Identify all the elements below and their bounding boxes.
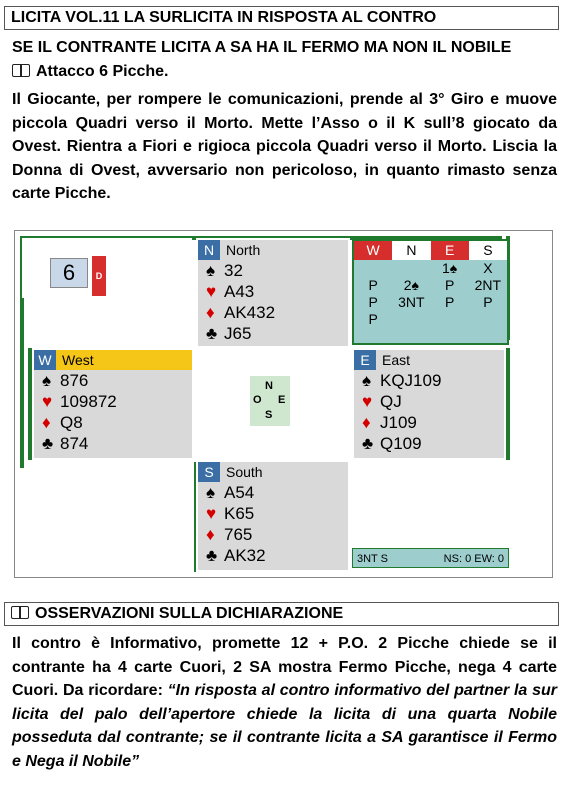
compass-e: E — [278, 394, 286, 406]
player-name: East — [382, 352, 411, 368]
bid-row — [354, 260, 507, 277]
bid-cell — [392, 260, 430, 277]
direction-badge: S — [198, 462, 220, 482]
diamond-icon: ♦ — [362, 413, 371, 432]
compass — [250, 376, 290, 426]
spade-icon: ♠ — [206, 483, 216, 502]
heart-icon: ♥ — [362, 392, 373, 411]
clubs-row — [198, 545, 348, 566]
diamonds-row — [198, 302, 348, 323]
contract-label: 3NT S — [357, 553, 388, 565]
frame-bar — [506, 348, 510, 460]
diamond-icon: ♦ — [42, 413, 51, 432]
bid-cell — [354, 260, 392, 277]
diamonds-cards: AK432 — [224, 303, 276, 322]
bid-cell — [469, 311, 507, 328]
diamond-icon: ♦ — [206, 303, 215, 322]
diamonds-cards: J109 — [380, 413, 417, 432]
notes-text: Il contro è Informativo, promette 12 + P.O. 2 Picche chiede se il contrante ha 4 carte Cuori, 2 SA mostra Fermo Picche, nega 4 carte Cuori. Da ricordare: — [12, 635, 557, 699]
board-number: 6 — [50, 258, 88, 288]
bid-cell: P — [483, 294, 493, 310]
player-name: West — [62, 352, 94, 368]
page-title: LICITA VOL.11 LA SURLICITA IN RISPOSTA AL CONTRO — [4, 6, 559, 30]
bid-header-n: N — [392, 241, 430, 260]
spades-row — [354, 370, 504, 391]
clubs-row — [198, 323, 348, 344]
bid-cell: 2NT — [474, 277, 502, 293]
bid-cell: X — [483, 260, 493, 276]
hand-title — [198, 462, 348, 482]
bid-cell: 1♠ — [442, 260, 458, 276]
notes-title-box — [4, 602, 559, 626]
spades-row — [198, 260, 348, 281]
bid-header-s: S — [469, 241, 507, 260]
spade-icon: ♠ — [362, 371, 372, 390]
bid-header-e: E — [431, 241, 469, 260]
bid-cell: 2♠ — [403, 277, 419, 293]
hand-south — [196, 460, 350, 572]
deal-info — [22, 238, 192, 298]
hand-title — [354, 350, 504, 370]
spades-cards: KQJ109 — [380, 371, 442, 390]
lead-line — [12, 61, 169, 83]
notes-title: OSSERVAZIONI SULLA DICHIARAZIONE — [35, 605, 344, 622]
bid-row — [354, 311, 507, 328]
diamonds-row — [354, 412, 504, 433]
hand-east — [352, 348, 506, 460]
hearts-row — [198, 281, 348, 302]
diamonds-row — [198, 524, 348, 545]
notes-paragraph — [12, 632, 557, 773]
direction-badge: E — [354, 350, 376, 370]
bid-header-w: W — [354, 241, 392, 260]
clubs-cards: 874 — [60, 434, 89, 453]
bid-cell: 3NT — [398, 294, 425, 310]
diamond-icon: ♦ — [206, 525, 215, 544]
book-icon — [12, 64, 30, 77]
notes-quote: “In risposta al contro informativo del partner la sur licita del palo dell’apertore chiede la licita di una quarta Nobile posseduta dal contrante; se il contrante licita a SA garantisce il Fermo e Nega il Nobile” — [12, 682, 557, 770]
hand-north — [196, 238, 350, 348]
hearts-row — [354, 391, 504, 412]
bidding-header — [354, 241, 507, 260]
club-icon: ♣ — [362, 434, 374, 453]
hearts-cards: QJ — [380, 392, 402, 411]
spade-icon: ♠ — [42, 371, 52, 390]
hearts-cards: K65 — [224, 504, 255, 523]
spades-row — [34, 370, 192, 391]
club-icon: ♣ — [206, 324, 218, 343]
diamonds-cards: 765 — [224, 525, 253, 544]
player-name: North — [226, 242, 261, 258]
spades-row — [198, 482, 348, 503]
direction-badge: W — [34, 350, 56, 370]
hearts-row — [34, 391, 192, 412]
clubs-cards: J65 — [224, 324, 252, 343]
spades-cards: 876 — [60, 371, 89, 390]
bidding-table — [352, 239, 509, 345]
heart-icon: ♥ — [206, 504, 217, 523]
bid-row — [354, 277, 507, 294]
compass-o: O — [253, 394, 262, 406]
diamonds-cards: Q8 — [60, 413, 83, 432]
subtitle: SE IL CONTRANTE LICITA A SA HA IL FERMO MA NON IL NOBILE — [12, 39, 512, 56]
heart-icon: ♥ — [42, 392, 53, 411]
clubs-row — [34, 433, 192, 454]
club-icon: ♣ — [42, 434, 54, 453]
bid-cell: P — [368, 311, 378, 327]
hand-title — [198, 240, 348, 260]
hand-title — [34, 350, 192, 370]
bid-row — [354, 294, 507, 311]
clubs-cards: Q109 — [380, 434, 422, 453]
lead-text: Attacco 6 Picche. — [36, 63, 169, 80]
hearts-cards: A43 — [224, 282, 255, 301]
description-paragraph: Il Giocante, per rompere le comunicazioni, prende al 3° Giro e muove piccola Quadri verso il Morto. Mette l’Asso o il K sull’8 giocato da Ovest. Rientra a Fiori e rigioca piccola Quadri verso il Morto. Liscia la Donna di Ovest, avversario non pericoloso, in quanto rimasto senza carte Picche. — [12, 91, 557, 202]
book-icon — [11, 606, 29, 619]
diamonds-row — [34, 412, 192, 433]
score-bar — [352, 548, 509, 568]
player-name: South — [226, 464, 263, 480]
club-icon: ♣ — [206, 546, 218, 565]
bid-cell — [431, 311, 469, 328]
compass-s: S — [265, 409, 273, 421]
bid-cell: P — [444, 294, 455, 310]
hand-west — [32, 348, 194, 460]
spades-cards: 32 — [224, 261, 243, 280]
bid-cell: P — [368, 277, 378, 293]
hearts-row — [198, 503, 348, 524]
score-value: NS: 0 EW: 0 — [443, 553, 504, 565]
clubs-row — [354, 433, 504, 454]
spade-icon: ♠ — [206, 261, 216, 280]
bid-cell — [392, 311, 430, 328]
bid-cell: P — [444, 277, 455, 293]
spades-cards: A54 — [224, 483, 255, 502]
bid-cell: P — [368, 294, 378, 310]
heart-icon: ♥ — [206, 282, 217, 301]
compass-n: N — [265, 380, 273, 392]
dealer-badge: D — [92, 256, 106, 296]
direction-badge: N — [198, 240, 220, 260]
hearts-cards: 109872 — [60, 392, 117, 411]
clubs-cards: AK32 — [224, 546, 266, 565]
